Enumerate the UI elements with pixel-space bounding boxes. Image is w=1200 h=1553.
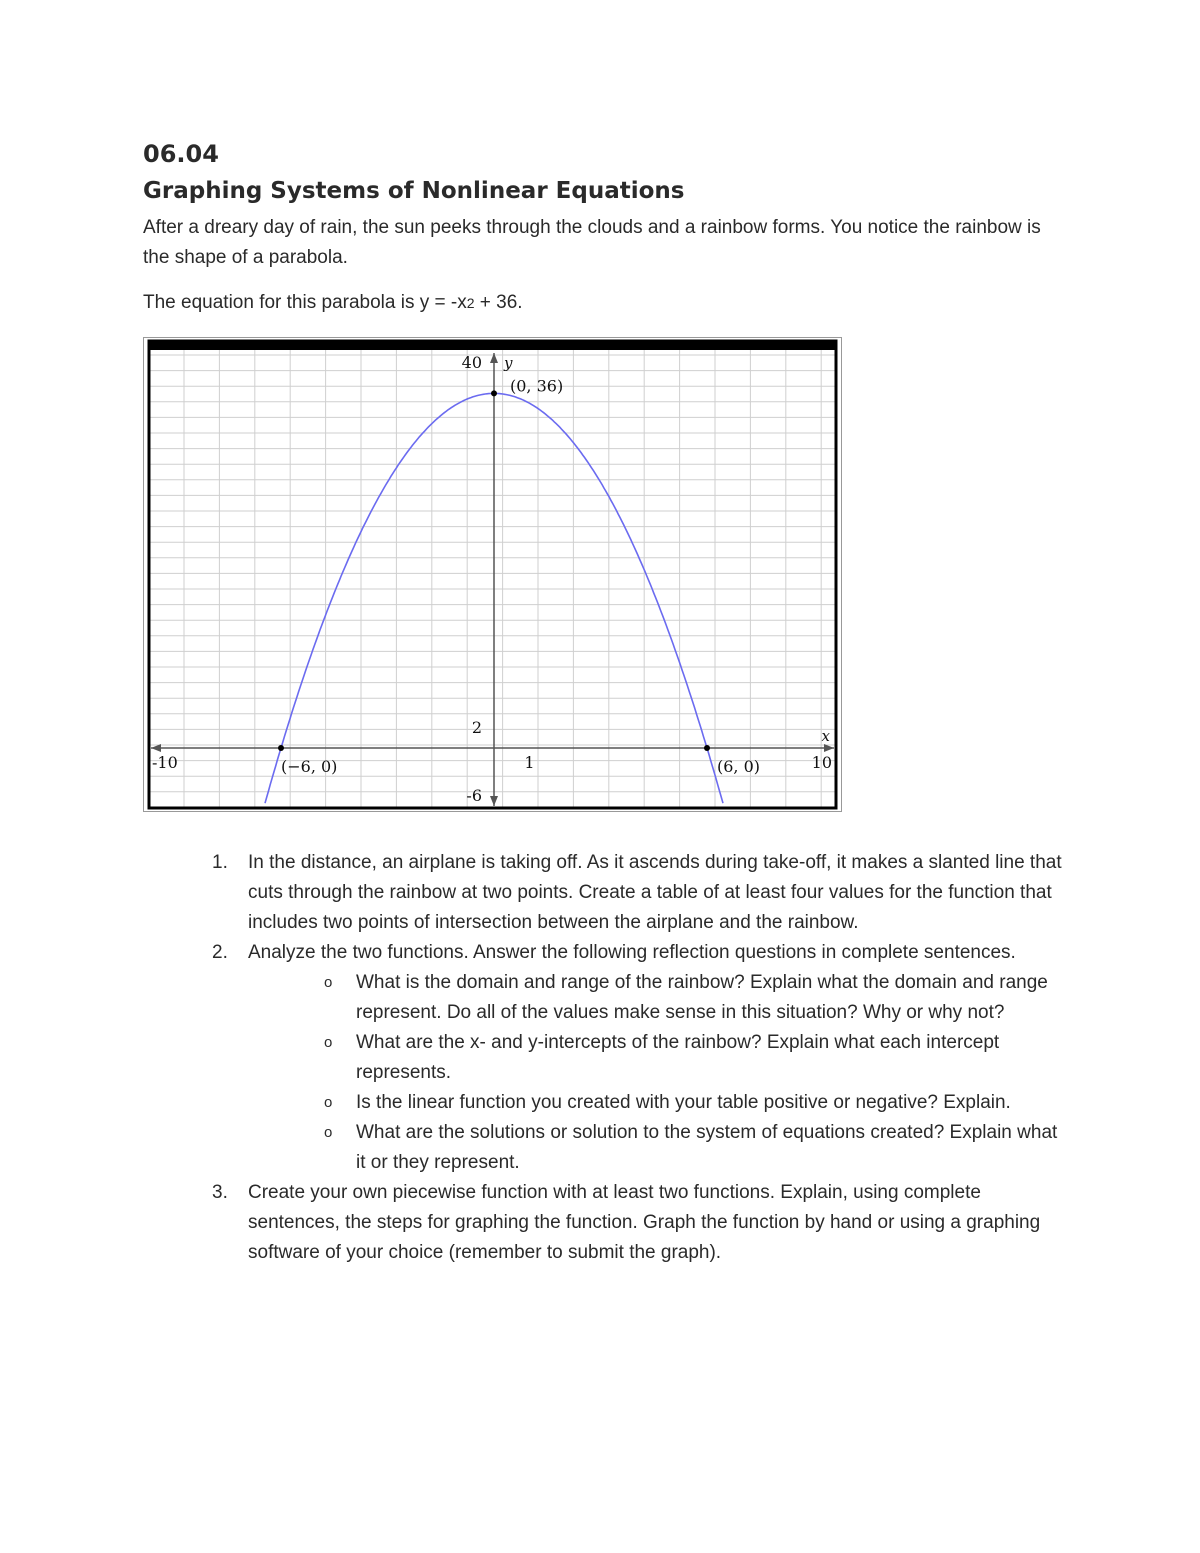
hollow-bullet-icon: o (324, 1034, 333, 1051)
sub-question-item (324, 1118, 1061, 1178)
point-label: (−6, 0) (281, 757, 338, 776)
chart-svg (144, 338, 841, 811)
question-item (0, 1178, 1063, 1268)
sub-question-text: Is the linear function you created with your table positive or negative? Explain. (356, 1092, 1011, 1113)
sub-question-text: What are the solutions or solution to the system of equations created? Explain what it or they represent. (356, 1122, 1058, 1173)
point-label: (6, 0) (717, 757, 761, 776)
question-item (0, 848, 1063, 938)
page-title: Graphing Systems of Nonlinear Equations (143, 178, 685, 204)
sub-question-list (248, 968, 1063, 1178)
y-min-tick-label: -6 (466, 786, 482, 805)
section-number: 06.04 (143, 140, 219, 168)
question-number: 2. (212, 942, 228, 963)
question-number: 1. (212, 852, 228, 873)
data-point (278, 745, 284, 751)
sub-question-item (324, 968, 1061, 1028)
equation-after: + 36. (474, 292, 523, 313)
plot-background (149, 341, 836, 808)
x-max-tick-label: 10 (811, 753, 832, 772)
data-point (491, 390, 497, 396)
x-unit-tick-label: 1 (524, 753, 535, 772)
intro-paragraph: After a dreary day of rain, the sun peeks through the clouds and a rainbow forms. You notice the rainbow is the shape of a parabola. (143, 217, 1041, 268)
x-min-tick-label: -10 (152, 753, 178, 772)
y-unit-tick-label: 2 (471, 718, 482, 737)
hollow-bullet-icon: o (324, 1094, 333, 1111)
sub-question-item (324, 1028, 1061, 1088)
equation-before: The equation for this parabola is y = -x (143, 292, 467, 313)
hollow-bullet-icon: o (324, 974, 333, 991)
equation-exponent: 2 (466, 295, 475, 311)
y-axis-label: y (504, 354, 513, 372)
point-label: (0, 36) (510, 376, 564, 396)
y-max-tick-label: 40 (461, 353, 482, 372)
question-list (0, 848, 1200, 1268)
parabola-graph (143, 337, 842, 812)
sub-question-text: What is the domain and range of the rainbow? Explain what the domain and range represent. Do all of the values make sense in this situation? Why or why not? (356, 972, 1048, 1023)
hollow-bullet-icon: o (324, 1124, 333, 1141)
data-point (704, 745, 710, 751)
question-item (0, 938, 1063, 1178)
equation-text (143, 288, 523, 318)
question-number: 3. (212, 1182, 228, 1203)
sub-question-item (324, 1088, 1061, 1118)
sub-question-text: What are the x- and y-intercepts of the rainbow? Explain what each intercept represents. (356, 1032, 1000, 1083)
question-text: Analyze the two functions. Answer the following reflection questions in complete sentences. (248, 942, 1016, 963)
question-text: Create your own piecewise function with at least two functions. Explain, using complete sentences, the steps for graphing the function. Graph the function by hand or using a graphing software of your choice (remember to submit the graph). (248, 1182, 1041, 1263)
x-axis-label: x (821, 727, 830, 745)
question-text: In the distance, an airplane is taking off. As it ascends during take-off, it makes a slanted line that cuts through the rainbow at two points. Create a table of at least four values for the function that includes two points of intersection between the airplane and the rainbow. (248, 852, 1062, 933)
